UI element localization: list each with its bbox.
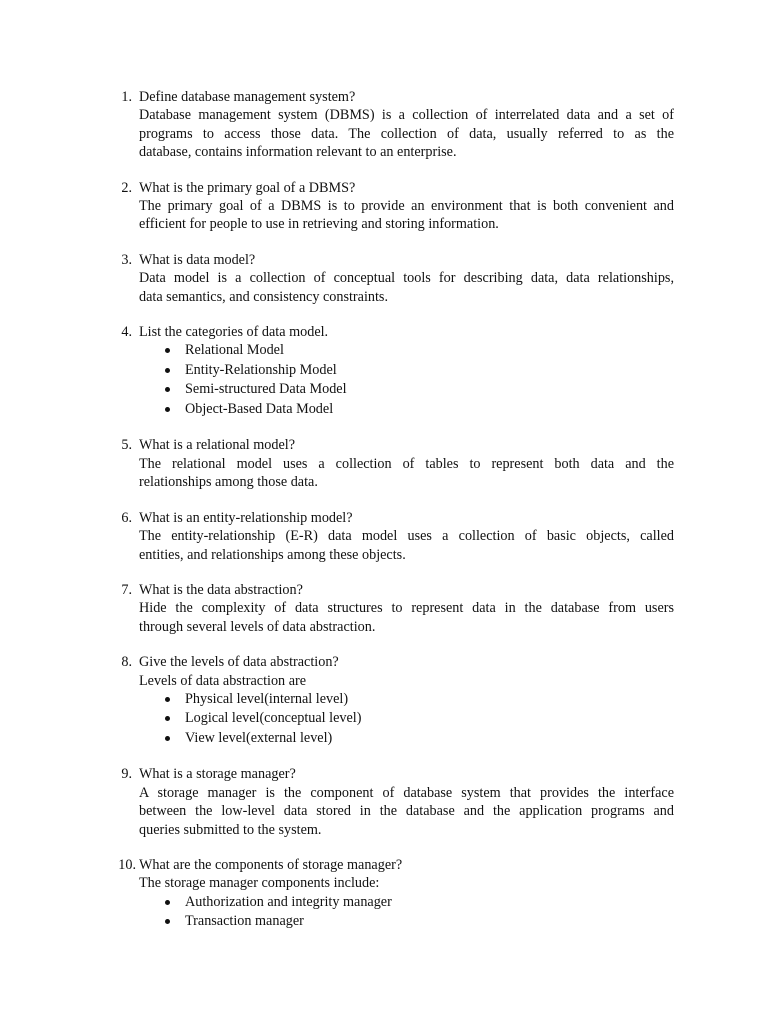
- list-item: [185, 341, 674, 361]
- answer-line: Hide the complexity of data structures to represent data in the database from users: [139, 600, 674, 617]
- list-item: [185, 709, 674, 729]
- answer-line: through several levels of data abstraction.: [139, 618, 376, 635]
- question-number: 8.: [121, 654, 132, 671]
- list-item-text: Object-Based Data Model: [185, 400, 334, 417]
- answer-text: [112, 599, 674, 636]
- question-item-9: [112, 765, 674, 839]
- question-text: What is the data abstraction?: [139, 581, 303, 598]
- question-item-7: [112, 581, 674, 636]
- question-number: 6.: [121, 509, 132, 526]
- question-item-3: [112, 251, 674, 306]
- answer-line: Data model is a collection of conceptual tools for describing data, data relationships,: [139, 270, 674, 287]
- bullet-icon: [165, 736, 170, 741]
- question-heading: [112, 88, 674, 106]
- answer-line: Levels of data abstraction are: [139, 672, 307, 689]
- answer-line: A storage manager is the component of database system that provides the interface: [139, 784, 674, 801]
- question-item-6: [112, 509, 674, 564]
- answer-text: [112, 106, 674, 161]
- answer-text: [112, 197, 674, 234]
- question-heading: [112, 509, 674, 527]
- list-item-text: Entity-Relationship Model: [185, 361, 337, 378]
- question-number: 1.: [121, 89, 132, 105]
- question-heading: [112, 765, 674, 783]
- answer-line: queries submitted to the system.: [139, 821, 322, 838]
- answer-text: [112, 874, 674, 892]
- question-item-2: [112, 179, 674, 234]
- list-item: [185, 893, 674, 913]
- answer-line: programs to access those data. The collection of data, usually referred to as the: [139, 125, 674, 142]
- list-item-text: Transaction manager: [185, 913, 304, 930]
- question-number: 2.: [121, 179, 132, 196]
- list-item-text: Physical level(internal level): [185, 690, 349, 707]
- question-heading: [112, 436, 674, 454]
- question-heading: [112, 323, 674, 341]
- list-item: [185, 361, 674, 381]
- list-item-text: View level(external level): [185, 729, 333, 746]
- question-text: Define database management system?: [139, 89, 356, 105]
- answer-text: [112, 672, 674, 690]
- list-item: [185, 729, 674, 749]
- answer-text: [112, 269, 674, 306]
- question-heading: [112, 581, 674, 599]
- question-list: [112, 88, 674, 949]
- question-text: What is a relational model?: [139, 437, 296, 454]
- question-text: What are the components of storage manager?: [139, 857, 403, 874]
- answer-text: [112, 784, 674, 839]
- answer-text: [112, 455, 674, 492]
- list-item: [185, 690, 674, 710]
- list-item-text: Semi-structured Data Model: [185, 381, 347, 398]
- bullet-icon: [165, 900, 170, 905]
- question-heading: [112, 179, 674, 197]
- answer-line: Database management system (DBMS) is a collection of interrelated data and a set of: [139, 107, 674, 124]
- list-item-text: Authorization and integrity manager: [185, 893, 392, 910]
- question-text: List the categories of data model.: [139, 324, 329, 341]
- answer-line: relationships among those data.: [139, 474, 318, 491]
- answer-line: between the low-level data stored in the database and the application programs and: [139, 803, 674, 820]
- question-number: 3.: [121, 251, 132, 268]
- answer-line: data semantics, and consistency constraints.: [139, 288, 389, 305]
- bullet-icon: [165, 716, 170, 721]
- answer-line: efficient for people to use in retrieving and storing information.: [139, 216, 499, 233]
- question-item-5: [112, 436, 674, 491]
- question-number: 5.: [121, 437, 132, 454]
- list-item: [185, 380, 674, 400]
- answer-line: The relational model uses a collection of tables to represent both data and the: [139, 455, 674, 472]
- bullet-icon: [165, 348, 170, 353]
- list-item: [185, 400, 674, 420]
- bullet-icon: [165, 368, 170, 373]
- question-item-4: [112, 323, 674, 419]
- question-number: 9.: [121, 766, 132, 783]
- question-item-8: [112, 653, 674, 748]
- question-text: What is data model?: [139, 251, 256, 268]
- answer-text: [112, 527, 674, 564]
- question-number: 10.: [118, 857, 136, 874]
- question-text: Give the levels of data abstraction?: [139, 654, 339, 671]
- bullet-icon: [165, 407, 170, 412]
- bullet-icon: [165, 697, 170, 702]
- question-number: 4.: [121, 324, 132, 341]
- question-heading: [112, 653, 674, 671]
- question-number: 7.: [121, 581, 132, 598]
- answer-line: The entity-relationship (E-R) data model uses a collection of basic objects, called: [139, 528, 674, 545]
- answer-line: The primary goal of a DBMS is to provide an environment that is both convenient and: [139, 198, 674, 215]
- bullet-icon: [165, 387, 170, 392]
- answer-line: The storage manager components include:: [139, 875, 380, 892]
- bullet-list: [112, 341, 674, 419]
- question-heading: [112, 856, 674, 874]
- question-item-1: [112, 88, 674, 162]
- answer-line: entities, and relationships among these objects.: [139, 546, 406, 563]
- list-item: [185, 912, 674, 932]
- question-text: What is the primary goal of a DBMS?: [139, 179, 356, 196]
- question-item-10: [112, 856, 674, 932]
- list-item-text: Relational Model: [185, 342, 284, 359]
- bullet-list: [112, 893, 674, 932]
- question-text: What is a storage manager?: [139, 766, 296, 783]
- bullet-list: [112, 690, 674, 749]
- list-item-text: Logical level(conceptual level): [185, 710, 362, 727]
- question-heading: [112, 251, 674, 269]
- bullet-icon: [165, 919, 170, 924]
- question-text: What is an entity-relationship model?: [139, 509, 353, 526]
- answer-line: database, contains information relevant to an enterprise.: [139, 144, 457, 161]
